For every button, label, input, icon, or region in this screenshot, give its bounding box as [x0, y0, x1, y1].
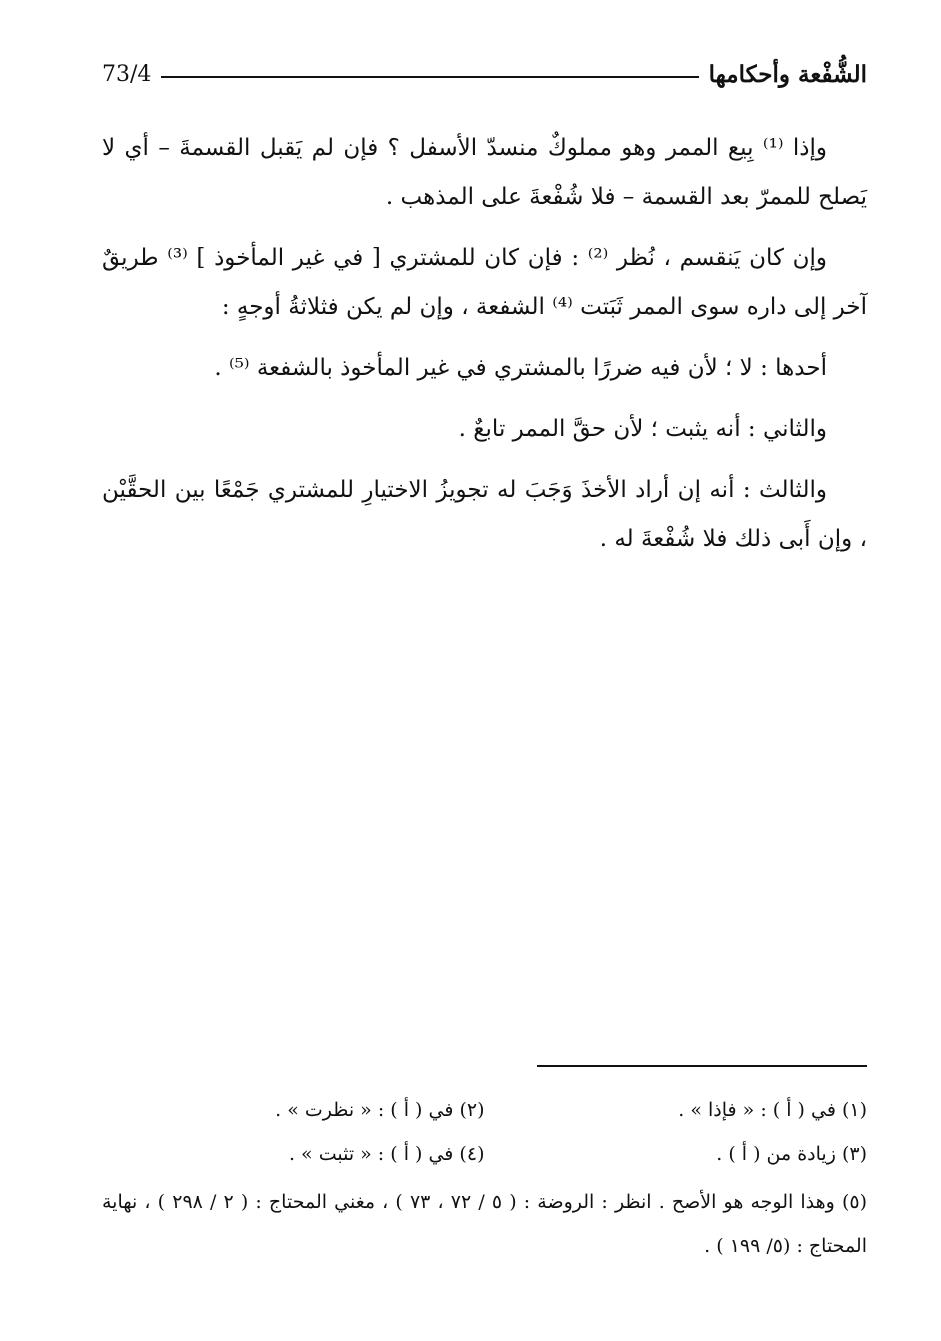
footnote-1: (١) في ( أ ) : « فإذا » .	[678, 1099, 867, 1121]
footnote-3: (٣) زيادة من ( أ ) .	[716, 1143, 867, 1165]
running-header	[102, 54, 867, 94]
footnote-row-2	[102, 1132, 867, 1176]
paragraph-2: وإن كان يَنقسم ، نُظر ⁽²⁾ : فإن كان للمشتري [ في غير المأخوذ ] ⁽³⁾ طريقٌ آخر إلى داره سوى الممر ثَبَتت ⁽⁴⁾ الشفعة ، وإن لم يكن فثلاثةُ أوجهٍ :	[102, 245, 867, 320]
page-number: 73/4	[102, 61, 152, 87]
footnote-2: (٢) في ( أ ) : « نظرت » .	[275, 1099, 485, 1121]
footnote-separator	[537, 1065, 867, 1067]
paragraph-3: أحدها : لا ؛ لأن فيه ضررًا بالمشتري في غير المأخوذ بالشفعة ⁽⁵⁾ .	[214, 355, 827, 381]
paragraph-5: والثالث : أنه إن أراد الأخذَ وَجَبَ له تجويزُ الاختيارِ للمشتري جَمْعًا بين الحقَّيْن ، وإن أَبى ذلك فلا شُفْعةَ له .	[102, 477, 867, 552]
header-rule	[161, 76, 698, 78]
paragraph-1: وإذا ⁽¹⁾ بِيع الممر وهو مملوكٌ منسدّ الأسفل ؟ فإن لم يَقبل القسمةَ – أي لا يَصلح للممرّ بعد القسمة – فلا شُفْعةَ على المذهب .	[102, 135, 867, 210]
footnote-row-1	[102, 1088, 867, 1132]
chapter-title: الشُّفْعة وأحكامها	[708, 60, 867, 88]
main-text	[102, 124, 867, 576]
footnote-4: (٤) في ( أ ) : « تثبت » .	[288, 1143, 485, 1165]
footnotes	[102, 1088, 867, 1268]
footnote-5: (٥) وهذا الوجه هو الأصح . انظر : الروضة : ( ٥ / ٧٢ ، ٧٣ ) ، مغني المحتاج : ( ٢ / ٢٩٨ ) ، نهاية المحتاج : (٥/ ١٩٩ ) .	[102, 1191, 868, 1257]
paragraph-4: والثاني : أنه يثبت ؛ لأن حقَّ الممر تابعٌ .	[458, 416, 827, 442]
